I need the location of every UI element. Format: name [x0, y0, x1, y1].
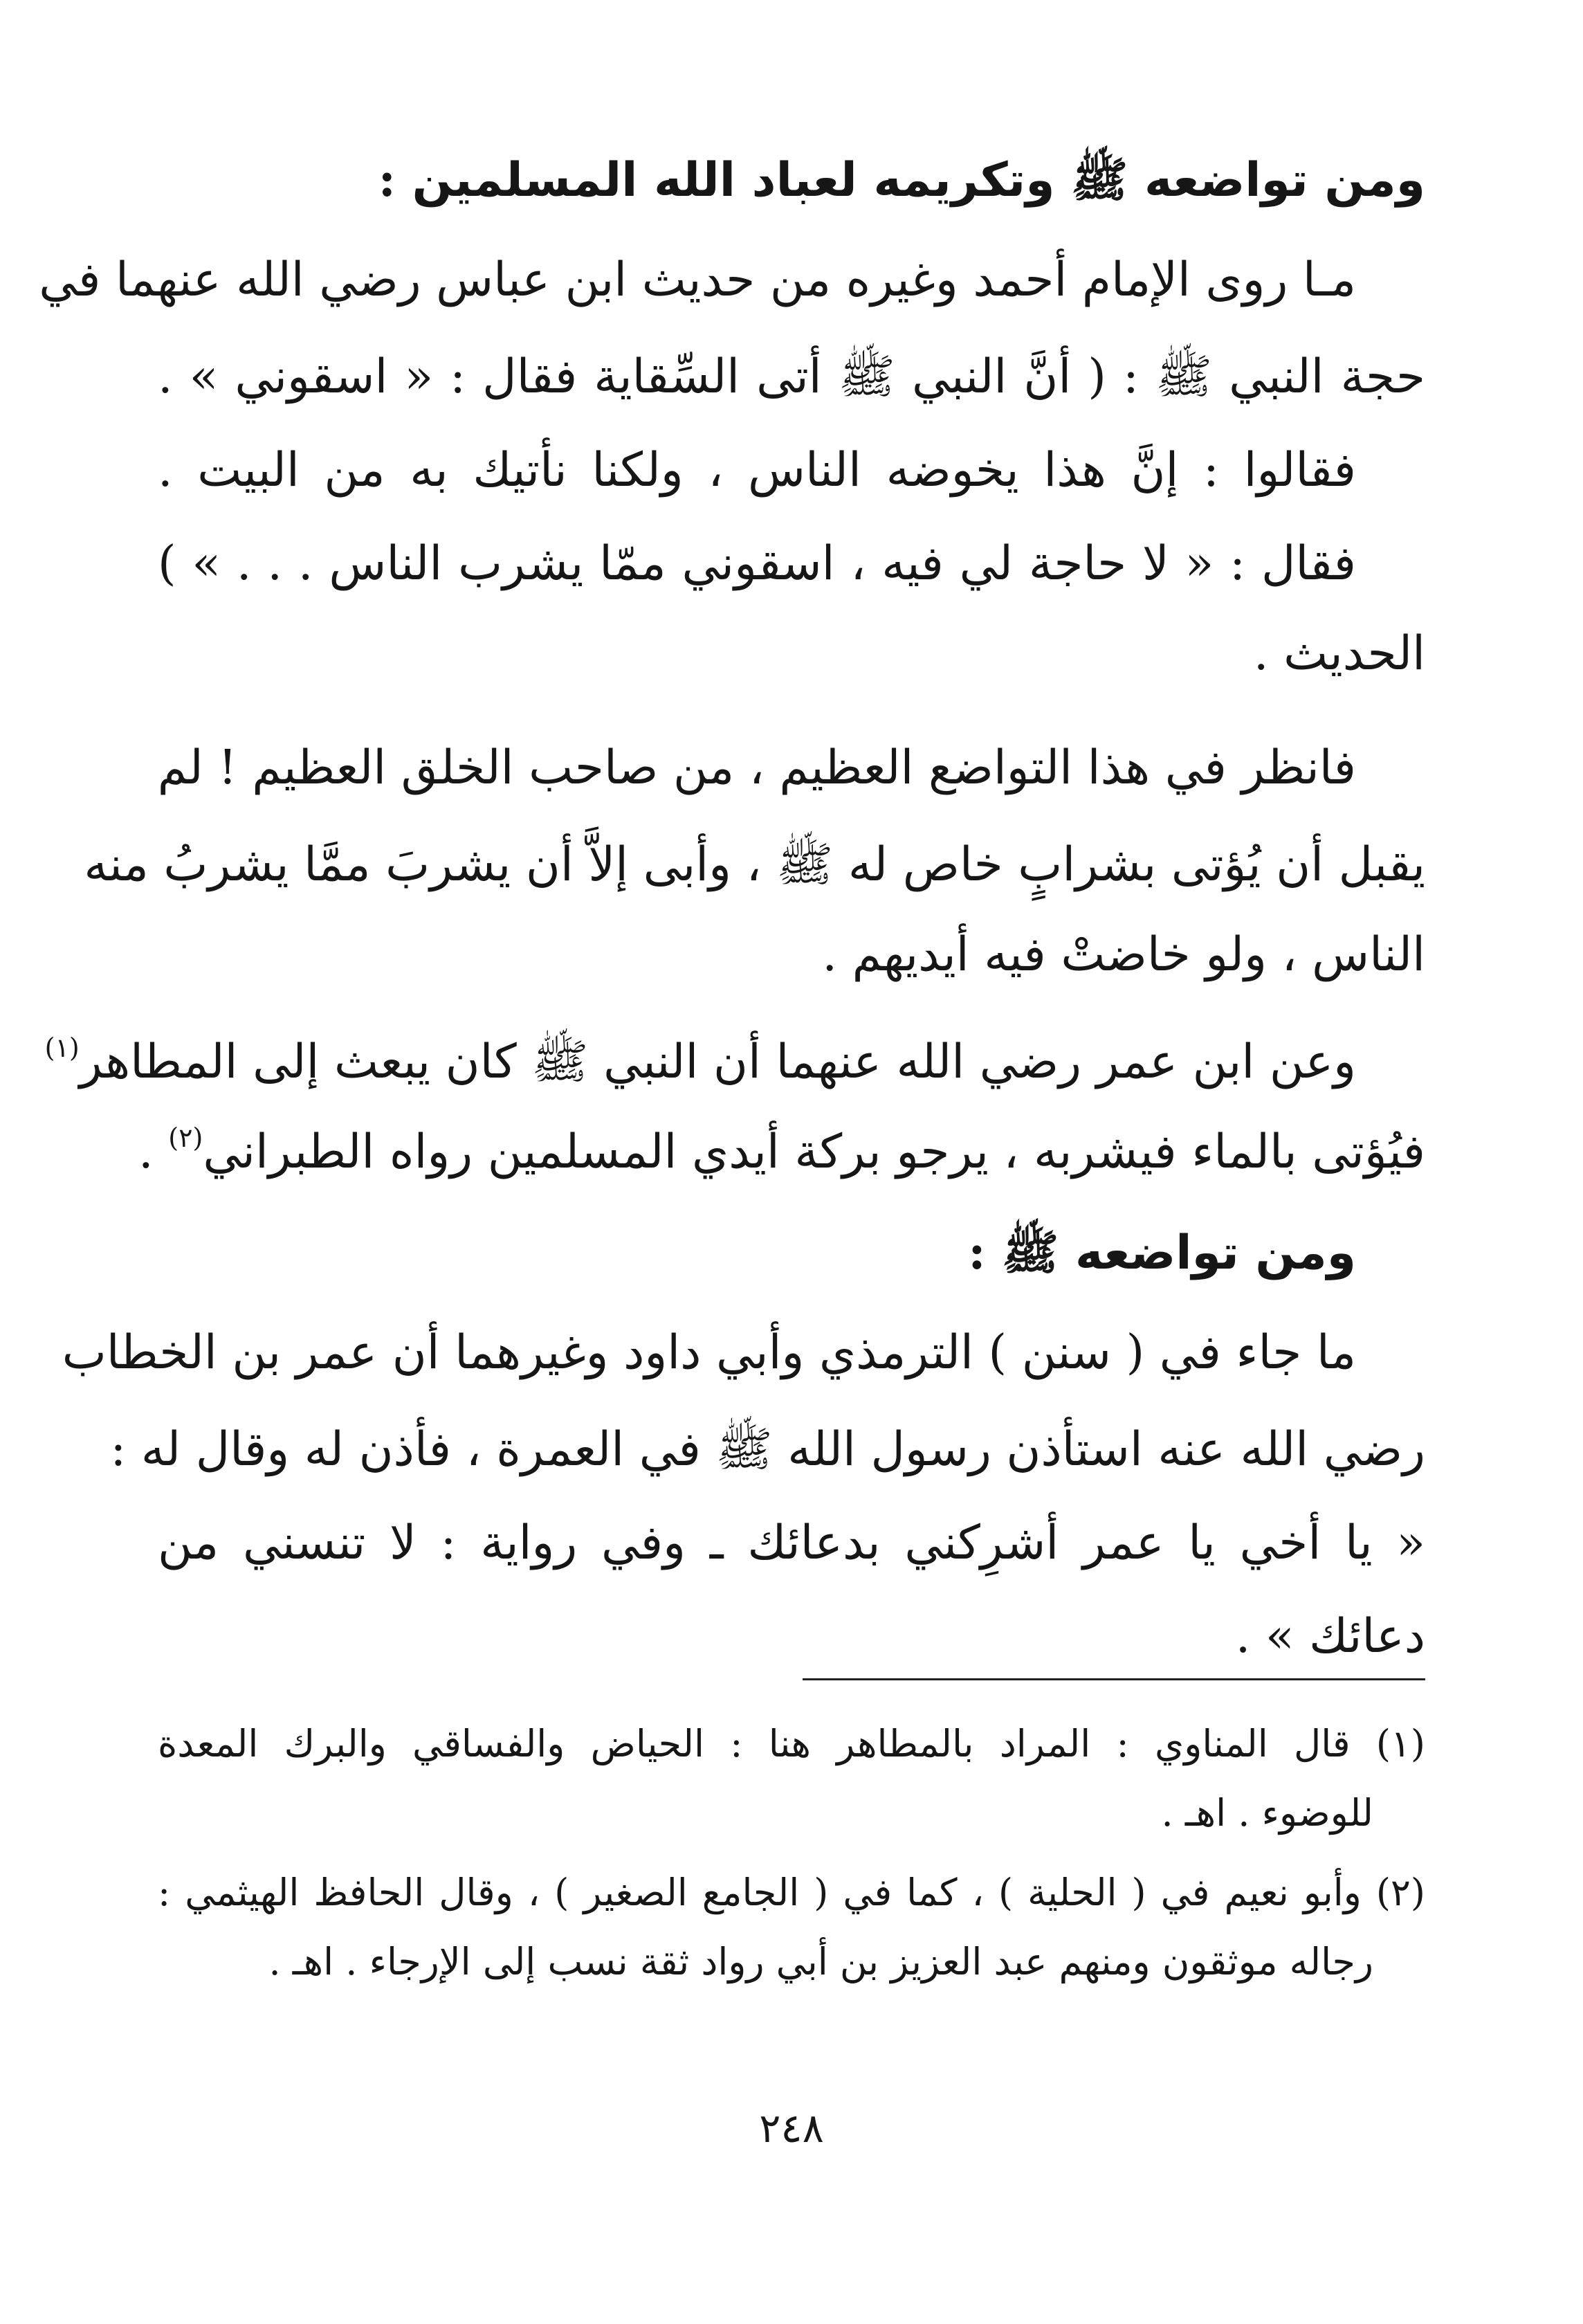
section-heading-humility-honoring: ومن تواضعه ﷺ وتكريمه لعباد الله المسلمين :	[378, 152, 1425, 208]
paragraph-line: الحديث .	[1253, 626, 1425, 681]
paragraph-line: رضي الله عنه استأذن رسول الله ﷺ في العمرة ، فأذن له وقال له :	[110, 1422, 1425, 1477]
footnote-1-continuation: للوضوء . اهـ .	[1161, 1791, 1373, 1835]
paragraph-line: مـا روى الإمام أحمد وغيره من حديث ابن عباس رضي الله عنهما في	[39, 253, 1356, 307]
paragraph-line: فانظر في هذا التواضع العظيم ، من صاحب الخلق العظيم ! لم	[157, 741, 1356, 795]
paragraph-text: وعن ابن عمر رضي الله عنهما أن النبي ﷺ كان يبعث إلى المطاهر	[79, 1035, 1356, 1089]
paragraph-line	[44, 1017, 1425, 1107]
footnote-ref-2[interactable]: (٢)	[168, 1123, 203, 1153]
footnote-1: (١) قال المناوي : المراد بالمطاهر هنا : الحياض والفساقي والبرك المعدة	[158, 1722, 1425, 1765]
paragraph-text: فيُؤتى بالماء فيشربه ، يرجو بركة أيدي المسلمين رواه الطبراني	[203, 1125, 1425, 1179]
paragraph-text: .	[138, 1125, 169, 1179]
section-heading-humility: ومن تواضعه ﷺ :	[968, 1225, 1356, 1280]
paragraph-line: يقبل أن يُؤتى بشرابٍ خاص له ﷺ ، وأبى إلاَّ أن يشربَ ممَّا يشربُ منه	[84, 837, 1425, 892]
paragraph-line: فقال : « لا حاجة لي فيه ، اسقوني ممّا يشرب الناس . . . » )	[158, 536, 1356, 591]
paragraph-line	[138, 1107, 1425, 1197]
footnote-2-continuation: رجاله موثقون ومنهم عبد العزيز بن أبي رواد ثقة نسب إلى الإرجاء . اهـ .	[268, 1940, 1373, 1983]
book-page	[39, 0, 1425, 2324]
footnote-ref-1[interactable]: (١)	[44, 1033, 80, 1063]
page-number: ٢٤٨	[759, 2105, 824, 2152]
footnote-separator	[803, 1678, 1425, 1680]
footnote-2: (٢) وأبو نعيم في ( الحلية ) ، كما في ( الجامع الصغير ) ، وقال الحافظ الهيثمي :	[158, 1871, 1425, 1914]
paragraph-line: « يا أخي يا عمر أشرِكني بدعائك ـ وفي رواية : لا تنسني من	[158, 1516, 1425, 1570]
paragraph-line: دعائك » .	[1235, 1609, 1425, 1664]
paragraph-line: ما جاء في ( سنن ) الترمذي وأبي داود وغيرهما أن عمر بن الخطاب	[62, 1325, 1356, 1380]
paragraph-line: حجة النبي ﷺ : ( أنَّ النبي ﷺ أتى السِّقاية فقال : « اسقوني » .	[158, 349, 1425, 404]
paragraph-line: الناس ، ولو خاضتْ فيه أيديهم .	[822, 927, 1425, 982]
paragraph-line: فقالوا : إنَّ هذا يخوضه الناس ، ولكنا نأتيك به من البيت .	[158, 443, 1356, 498]
